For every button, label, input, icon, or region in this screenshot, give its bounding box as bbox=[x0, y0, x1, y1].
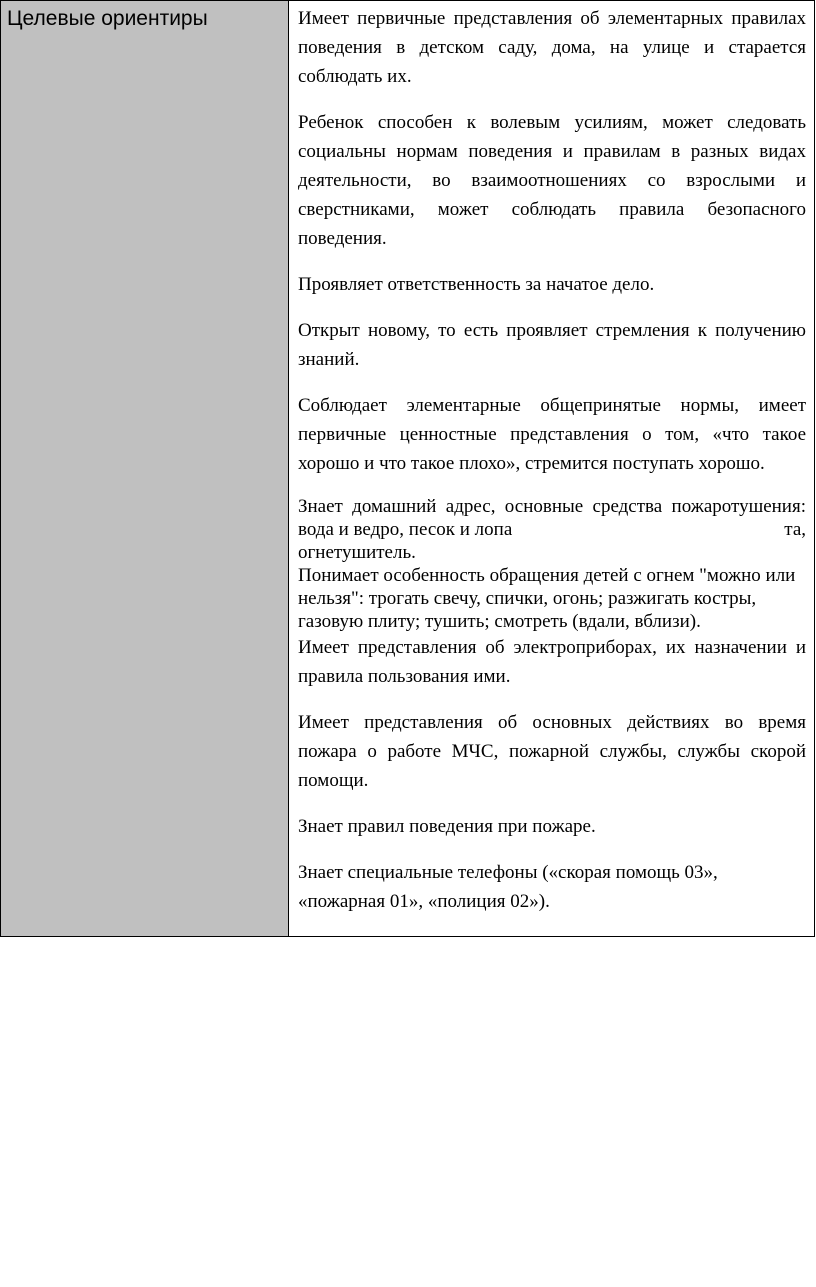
home-address-end: та, bbox=[784, 519, 806, 540]
paragraph-rules: Имеет первичные представления об элементарных правилах поведения в детском саду, дома, на улице и старается соблюдать их. bbox=[298, 8, 806, 87]
paragraph-fire-handling: Понимает особенность обращения детей с огнем "можно или нельзя": трогать свечу, спички, огонь; разжигать костры, газовую плиту; тушить; смотреть (вдали, вблизи). bbox=[298, 565, 796, 632]
goals-label-cell bbox=[1, 1, 289, 937]
table-row bbox=[1, 1, 815, 937]
paragraph-appliances: Имеет представления об электроприборах, их назначении и правила пользования ими. bbox=[298, 637, 806, 687]
paragraph-phone-numbers: Знает специальные телефоны («скорая помощь 03», «пожарная 01», «полиция 02»). bbox=[298, 862, 718, 912]
paragraph-open-to-new: Открыт новому, то есть проявляет стремления к получению знаний. bbox=[298, 320, 806, 370]
paragraph-emergency-services: Имеет представления об основных действиях во время пожара о работе МЧС, пожарной службы, службы скорой помощи. bbox=[298, 712, 806, 791]
goals-content-cell bbox=[289, 1, 815, 937]
paragraph-norms: Соблюдает элементарные общепринятые нормы, имеет первичные ценностные представления о том, «что такое хорошо и что такое плохо», стремится поступать хорошо. bbox=[298, 395, 806, 474]
paragraph-extinguisher: огнетушитель. bbox=[298, 542, 416, 563]
fire-safety-block bbox=[298, 495, 806, 633]
goals-title: Целевые ориентиры bbox=[7, 7, 208, 30]
paragraph-volition: Ребенок способен к волевым усилиям, может следовать социальны нормам поведения и правилам в разных видах деятельности, во взаимоотношениях со взрослыми и сверстниками, может соблюдать правила безопасного поведения. bbox=[298, 112, 806, 249]
home-address-text: Знает домашний адрес, основные средства пожаротушения: вода и ведро, песок и лопа bbox=[298, 496, 806, 540]
paragraph-home-address bbox=[298, 495, 806, 541]
goals-content bbox=[289, 1, 814, 916]
paragraph-responsibility: Проявляет ответственность за начатое дело. bbox=[298, 274, 655, 295]
paragraph-fire-behavior: Знает правил поведения при пожаре. bbox=[298, 816, 596, 837]
